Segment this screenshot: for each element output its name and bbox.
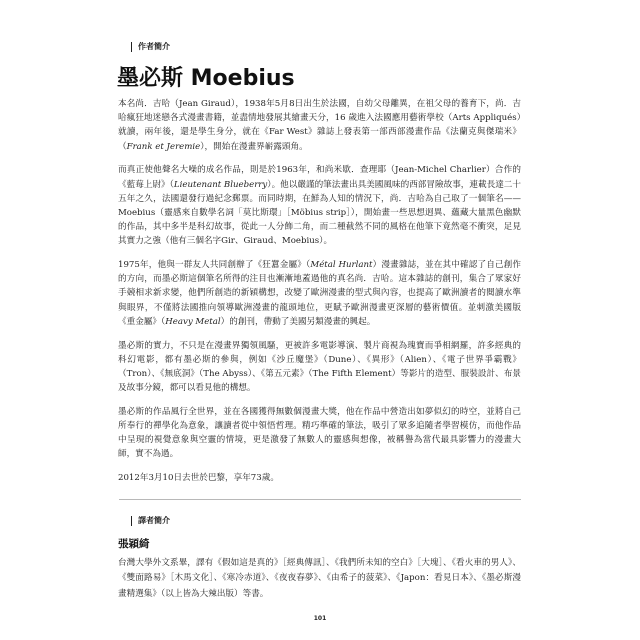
bio-text: ）。他以嚴謹的筆法畫出具美國風味的西部冒險故事，連載長達二十五年之久，法國還發行過紀念郵票。而同時期，在鮮為人知的情況下，尚．吉哈為自己取了一個筆名——Moebius（靈感來自數學名詞「莫比斯環」［Möbius strip］），開始畫一些思想迥異、蘊藏大量黑色幽默的作品，其中多半是科幻故事，從此一人分飾二角，而二種截然不同的風格在他筆下竟然毫不衝突，足見其實力之強（他有三個名字Gir、Giraud、Moebius）。	[118, 179, 522, 247]
bio-text: 而真正使他聲名大噪的成名作品，則是於1963年，和尚米歇．查理耶（Jean-Michel Charlier）合作的《藍莓上尉》（	[118, 165, 521, 190]
italic-title-lieutenant-blueberry: Lieutenant Blueberry	[173, 179, 268, 190]
translator-biography: 台灣大學外文系畢，譯有《假如這是真的》［經典傳訊］、《我們所未知的空白》［大塊］、《看火車的男人》、《雙面路易》［木馬文化］、《寒冷赤道》、《夜夜春夢》、《由希子的菠菜》、《Japon：看見日本》、《墨必斯漫畫精選集》（以上皆為大辣出版）等書。	[118, 558, 521, 599]
section-divider	[119, 499, 521, 500]
italic-title-frank-et-jeremie: Frank et Jeremie	[126, 141, 201, 152]
author-biography	[118, 97, 521, 495]
bio-text: ），開始在漫畫界嶄露頭角。	[200, 141, 308, 152]
bio-text: ）的創刊，帶動了美國另類漫畫的興起。	[220, 316, 376, 327]
bio-paragraph-4: 墨必斯的實力，不只是在漫畫界獨領風騷，更被許多電影導演、製片商視為瑰寶而爭相網羅，許多經典的科幻電影，都有墨必斯的參與，例如《沙丘魔堡》（Dune）、《異形》（Alien）、《電子世界爭霸戰》（Tron）、《無底洞》（The Abyss）、《第五元素》（The Fifth Element）等影片的造型、服裝設計、布景及故事分鏡，都可以看見他的構想。	[118, 340, 521, 394]
bio-paragraph-3	[118, 258, 521, 329]
bio-paragraph-5: 墨必斯的作品風行全世界，並在各國獲得無數個漫畫大獎，他在作品中營造出如夢似幻的時空，並將自己所奉行的禪學化為意象，讓讀者從中領悟哲理。精巧準確的筆法，吸引了眾多追隨者學習模仿，而他作品中呈現的視覺意象與空靈的情境，更是激發了無數人的靈感與想像，被稱譽為當代最具影響力的漫畫大師，實不為過。	[118, 406, 521, 460]
bio-paragraph-1	[118, 97, 521, 154]
page-number: 101	[313, 615, 327, 622]
bio-paragraph-2	[118, 163, 521, 248]
author-section-label: 作者簡介	[131, 42, 170, 52]
italic-title-heavy-metal: Heavy Metal	[165, 316, 221, 327]
author-name-title: 墨必斯 Moebius	[117, 66, 295, 91]
translator-section-label: 譯者簡介	[131, 516, 170, 526]
bio-text: 本名尚．吉哈（Jean Giraud），1938年5月8日出生於法國，自幼父母離異，在祖父母的養育下，尚．吉哈瘋狂地迷戀各式漫畫書籍，並盡情地發展其繪畫天分，16 歲進入法國應用藝術學校（Arts Appliqués）就讀，兩年後，還是學生身分，就在《Far West》雜誌上發表第一部西部漫畫作品《法蘭克與傑瑞米》（	[118, 99, 521, 152]
bio-text: 1975年，他與一群友人共同創辦了《狂囂金屬》（	[118, 260, 311, 271]
bio-text: ）漫畫雜誌，並在其中確認了自己創作的方向，而墨必斯這個筆名所得的注目也漸漸地蓋過他的真名尚．吉哈。這本雜誌的創刊，集合了眾家好手競相求新求變，他們所創造的新穎構想，改變了歐洲漫畫的型式與內容，也提高了歐洲讀者的閱讀水準與眼界，不僅將法國推向領導歐洲漫畫的龍頭地位，更賦予歐洲漫畫更深層的藝術價值。並刺激美國版《重金屬》（	[118, 260, 521, 327]
translator-name: 張穎綺	[118, 538, 150, 550]
bio-paragraph-6: 2012年3月10日去世於巴黎，享年73歲。	[118, 473, 279, 484]
italic-title-metal-hurlant: Métal Hurlant	[310, 260, 373, 271]
